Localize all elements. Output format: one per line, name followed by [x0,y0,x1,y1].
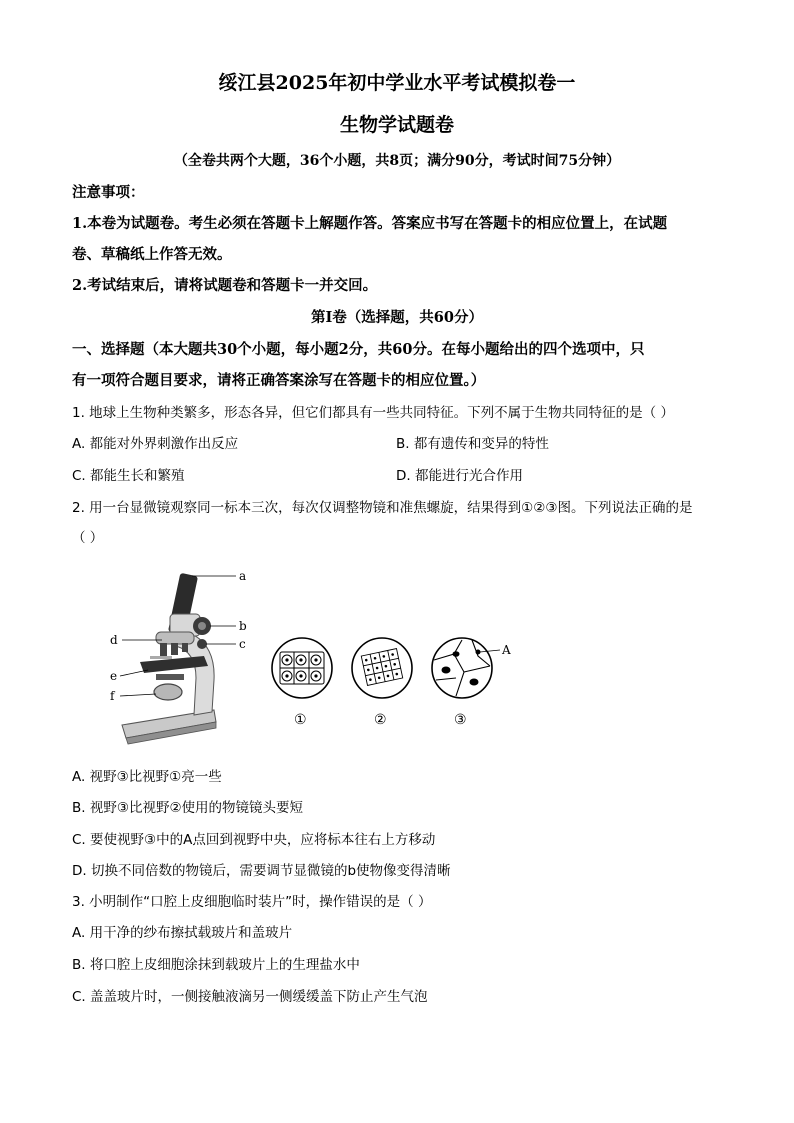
question-2-option-a: A. 视野③比视野①亮一些 [72,769,222,785]
point-label-a: A [502,643,511,657]
question-3-option-a: A. 用干净的纱布擦拭载玻片和盖玻片 [72,925,293,941]
exam-info: （全卷共两个大题，36个小题，共8页；满分90分，考试时间75分钟） [173,153,621,169]
notice-heading: 注意事项： [72,184,145,201]
notice-item-1-line-2: 卷、草稿纸上作答无效。 [72,246,232,263]
microscope-label-c: c [239,637,246,651]
view-3-circle [432,638,511,698]
view-label-2: ② [374,712,387,728]
question-1-option-d: D. 都能进行光合作用 [396,468,523,484]
question-1-stem: 1. 地球上生物种类繁多，形态各异，但它们都具有一些共同特征。下列不属于生物共同特征的是（ ） [72,405,674,421]
question-2-option-b: B. 视野③比视野②使用的物镜镜头要短 [72,800,304,816]
question-2-stem-line-1: 2. 用一台显微镜观察同一标本三次，每次仅调整物镜和准焦螺旋，结果得到①②③图。下列说法正确的是 [72,500,693,516]
question-1-option-c: C. 都能生长和繁殖 [72,468,185,484]
question-2-stem-line-2: （ ） [72,530,104,546]
microscope-label-f: f [110,689,115,703]
microscope-label-a: a [239,569,247,583]
section-instructions-line-2: 有一项符合题目要求，请将正确答案涂写在答题卡的相应位置。） [72,372,486,389]
exam-subtitle: 生物学试题卷 [339,114,454,136]
microscope-views-figure [268,630,520,730]
question-1-option-b: B. 都有遗传和变异的特性 [396,436,549,452]
microscope-label-d: d [110,633,118,647]
microscope-diagram [104,560,264,750]
microscope-label-b: b [239,619,247,633]
question-1-option-a: A. 都能对外界刺激作出反应 [72,436,239,452]
view-1-circle [272,638,332,698]
question-3-stem: 3. 小明制作“口腔上皮细胞临时装片”时，操作错误的是（ ） [72,894,432,910]
view-label-3: ③ [454,712,467,728]
question-3-option-c: C. 盖盖玻片时，一侧接触液滴另一侧缓缓盖下防止产生气泡 [72,989,428,1005]
question-2-option-d: D. 切换不同倍数的物镜后，需要调节显微镜的b使物像变得清晰 [72,863,451,879]
exam-title: 绥江县2025年初中学业水平考试模拟卷一 [218,72,576,94]
section-instructions-line-1: 一、选择题（本大题共30个小题，每小题2分，共60分。在每小题给出的四个选项中，只 [72,341,645,358]
view-2-circle [352,638,412,698]
notice-item-2: 2.考试结束后，请将试题卷和答题卡一并交回。 [72,277,378,294]
section-title: 第Ⅰ卷（选择题，共60分） [311,309,483,326]
microscope-label-e: e [110,669,118,683]
notice-item-1-line-1: 1.本卷为试题卷。考生必须在答题卡上解题作答。答案应书写在答题卡的相应位置上，在试题 [72,215,668,232]
question-2-option-c: C. 要使视野③中的A点回到视野中央，应将标本往右上方移动 [72,832,436,848]
question-3-option-b: B. 将口腔上皮细胞涂抹到载玻片上的生理盐水中 [72,957,360,973]
view-label-1: ① [294,712,307,728]
